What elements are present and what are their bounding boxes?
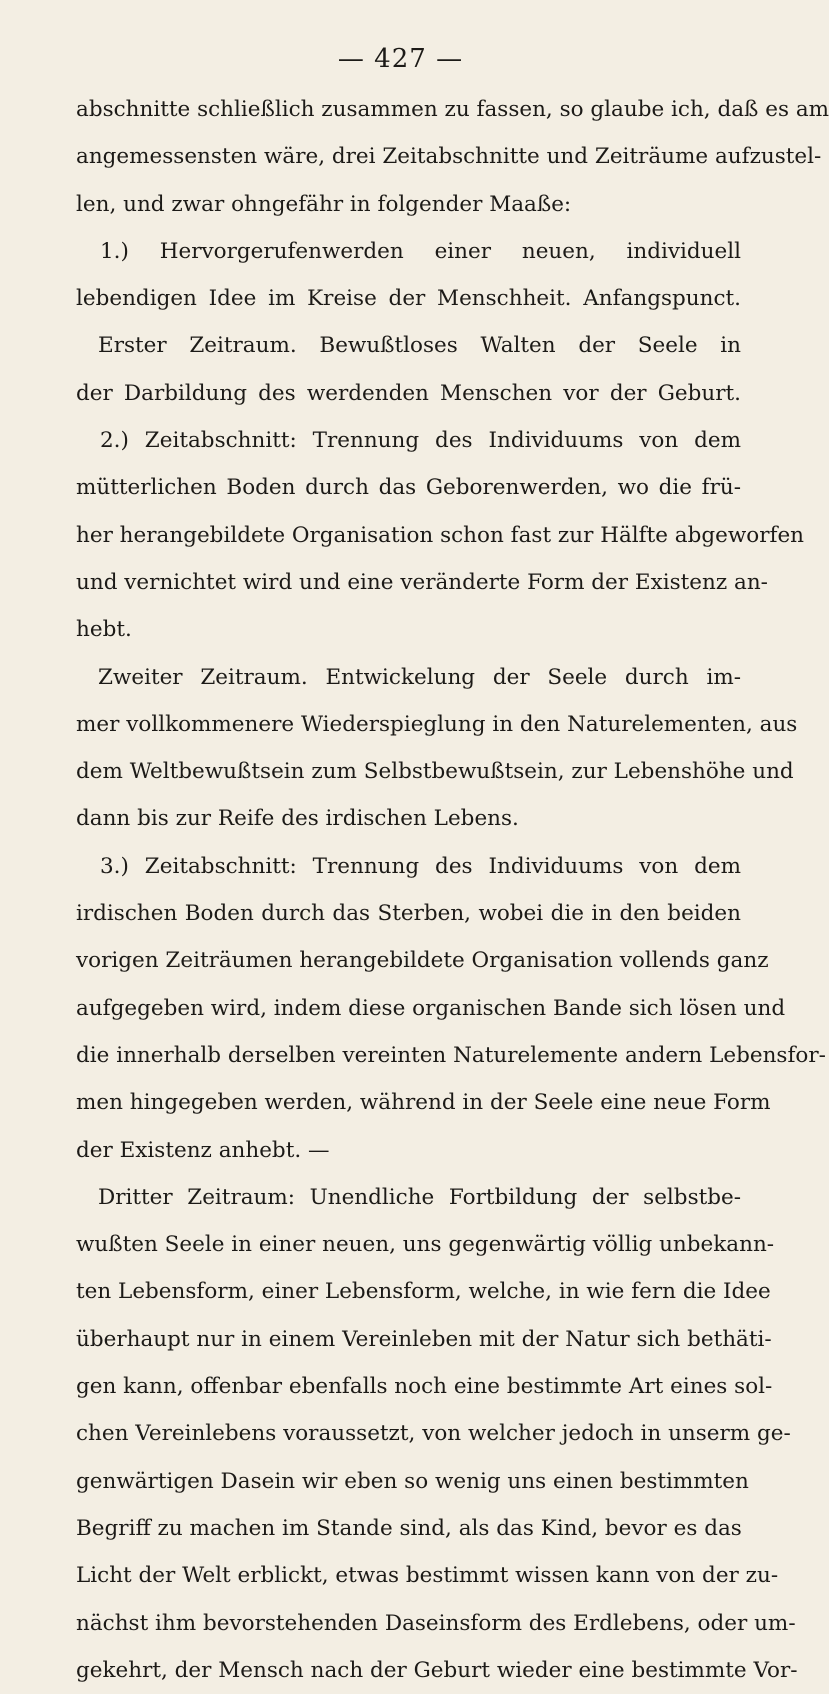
text-line: wußten Seele in einer neuen, uns gegenwärtig völlig unbekann- [76,1232,775,1258]
text-line: abschnitte schließlich zusammen zu fassen, so glaube ich, daß es am [76,97,829,122]
text-line: her herangebildete Organisation schon fast zur Hälfte abgeworfen [76,522,805,548]
text-line: vorigen Zeiträumen herangebildete Organisation vollends ganz [76,948,769,974]
text-line: gen kann, offenbar ebenfalls noch eine bestimmte Art eines sol- [76,1374,773,1400]
text-line: Erster Zeitraum. Bewußtloses Walten der Seele in [98,333,741,359]
text-line: und vernichtet wird und eine veränderte Form der Existenz an- [76,569,768,595]
text-line: aufgegeben wird, indem diese organischen Bande sich lösen und [76,995,786,1021]
text-line: der Existenz anhebt. — [76,1137,330,1163]
text-line: dann bis zur Reife des irdischen Lebens. [76,806,519,832]
text-line: mer vollkommenere Wiederspieglung in den Naturelementen, aus [76,711,798,737]
text-line: lebendigen Idee im Kreise der Menschheit. Anfangspunct. [76,286,741,312]
text-line: Begriff zu machen im Stande sind, als das Kind, bevor es das [76,1515,742,1541]
text-line: gekehrt, der Mensch nach der Geburt wieder eine bestimmte Vor- [76,1657,798,1683]
text-line: die innerhalb derselben vereinten Naturelemente andern Lebensfor- [76,1042,826,1068]
text-line: men hingegeben werden, während in der Seele eine neue Form [76,1090,771,1116]
text-line: der Darbildung des werdenden Menschen vor der Geburt. [76,380,741,406]
page-number: — 427 — [337,44,464,74]
text-line: hebt. [76,617,132,643]
text-line: 1.) Hervorgerufenwerden einer neuen, individuell [100,238,741,264]
text-line: ten Lebensform, einer Lebensform, welche, in wie fern die Idee [76,1279,771,1305]
text-line: Zweiter Zeitraum. Entwickelung der Seele durch im- [98,664,741,690]
text-line: genwärtigen Dasein wir eben so wenig uns einen bestimmten [76,1468,749,1494]
text-line: dem Weltbewußtsein zum Selbstbewußtsein, zur Lebenshöhe und [76,759,794,785]
text-line: len, und zwar ohngefähr in folgender Maaße: [76,191,572,217]
text-line: mütterlichen Boden durch das Geborenwerden, wo die frü- [76,475,741,501]
text-line: chen Vereinlebens voraussetzt, von welcher jedoch in unserm ge- [76,1421,791,1447]
body-text [76,86,829,1694]
text-line: Dritter Zeitraum: Unendliche Fortbildung der selbstbe- [98,1184,741,1210]
text-line: Licht der Welt erblickt, etwas bestimmt wissen kann von der zu- [76,1563,779,1589]
text-line: irdischen Boden durch das Sterben, wobei die in den beiden [76,901,741,927]
text-line: 2.) Zeitabschnitt: Trennung des Individuums von dem [100,428,741,454]
text-line: 3.) Zeitabschnitt: Trennung des Individuums von dem [100,853,741,879]
text-line: angemessensten wäre, drei Zeitabschnitte und Zeiträume aufzustel- [76,144,822,170]
text-line: nächst ihm bevorstehenden Daseinsform des Erdlebens, oder um- [76,1610,796,1636]
text-line: überhaupt nur in einem Vereinleben mit der Natur sich bethäti- [76,1326,772,1352]
